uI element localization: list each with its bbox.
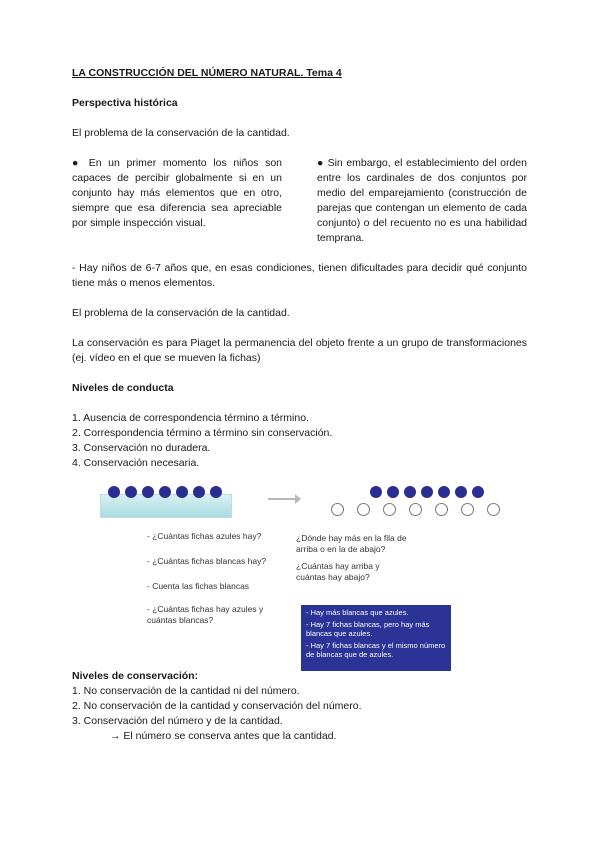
- blue-chip: [142, 486, 154, 498]
- white-chip: [383, 503, 396, 516]
- question-how-many: ¿Cuántas hay arriba y cuántas hay abajo?: [296, 561, 380, 582]
- question-where: ¿Dónde hay más en la fila de arriba o en la de abajo?: [296, 533, 407, 554]
- list-item: 3. Conservación del número y de la cantidad.: [72, 715, 283, 727]
- blue-chip: [193, 486, 205, 498]
- column-right: ● Sin embargo, el establecimiento del orden entre los cardinales de dos conjuntos por medio del emparejamiento (construcción de parejas que contengan un elemento de cada conjunto) o del recuento no es una habilidad temprana.: [317, 157, 527, 244]
- document-page: [72, 66, 527, 744]
- answer-2: - Hay 7 fichas blancas, pero hay más blancas que azules.: [306, 620, 430, 638]
- conduct-levels-list: [72, 411, 527, 471]
- arrow-icon: [268, 498, 296, 500]
- list-item: 1. No conservación de la cantidad ni del número.: [72, 685, 300, 697]
- blue-chip: [159, 486, 171, 498]
- blue-chip: [125, 486, 137, 498]
- paragraph-piaget: La conservación es para Piaget la permanencia del objeto frente a un grupo de transformaciones (ej. vídeo en el que se mueven la fichas): [72, 337, 527, 364]
- question-blue: - ¿Cuántas fichas azules hay?: [147, 531, 262, 541]
- section-heading-conservacion: Niveles de conservación:: [72, 670, 199, 682]
- white-chip: [409, 503, 422, 516]
- conservation-levels-list: [72, 684, 527, 729]
- list-item: 3. Conservación no duradera.: [72, 442, 211, 454]
- question-count: - Cuenta las fichas blancas: [147, 581, 250, 591]
- question-both: - ¿Cuántas fichas hay azules y cuántas blancas?: [147, 604, 264, 625]
- white-chip: [487, 503, 500, 516]
- paragraph-problem-2: El problema de la conservación de la cantidad.: [72, 307, 290, 319]
- blue-chip: [472, 486, 484, 498]
- question-white: - ¿Cuántas fichas blancas hay?: [147, 556, 267, 566]
- blue-chip: [404, 486, 416, 498]
- paragraph-children: - Hay niños de 6-7 años que, en esas condiciones, tienen dificultades para decidir qué conjunto tiene más o menos elementos.: [72, 262, 527, 289]
- white-chip: [461, 503, 474, 516]
- blue-chip: [455, 486, 467, 498]
- document-title: LA CONSTRUCCIÓN DEL NÚMERO NATURAL. Tema 4: [72, 67, 342, 79]
- blue-chip: [210, 486, 222, 498]
- section-heading-perspectiva: Perspectiva histórica: [72, 97, 178, 109]
- two-column-block: [72, 156, 527, 246]
- blue-chip: [370, 486, 382, 498]
- section-heading-conducta: Niveles de conducta: [72, 382, 174, 394]
- blue-chip: [176, 486, 188, 498]
- conclusion: → El número se conserva antes que la cantidad.: [110, 730, 337, 742]
- list-item: 1. Ausencia de correspondencia término a término.: [72, 412, 309, 424]
- answer-3: - Hay 7 fichas blancas y el mismo número de blancas que de azules.: [306, 641, 446, 659]
- answers-box: [301, 605, 451, 671]
- white-chip: [331, 503, 344, 516]
- column-left: ● En un primer momento los niños son capaces de percibir globalmente si en un conjunto hay más elementos que en otro, siempre que esa diferencia sea apreciable por simple inspección visual.: [72, 157, 282, 229]
- blue-chip: [421, 486, 433, 498]
- list-item: 2. Correspondencia término a término sin conservación.: [72, 427, 333, 439]
- answer-1: - Hay más blancas que azules.: [306, 608, 409, 617]
- white-chip: [435, 503, 448, 516]
- blue-chip: [108, 486, 120, 498]
- list-item: 2. No conservación de la cantidad y conservación del número.: [72, 700, 362, 712]
- white-chip: [357, 503, 370, 516]
- paragraph-problem: El problema de la conservación de la cantidad.: [72, 127, 290, 139]
- blue-chip: [438, 486, 450, 498]
- list-item: 4. Conservación necesaria.: [72, 457, 200, 469]
- conservation-figure: [72, 479, 527, 669]
- blue-chip: [387, 486, 399, 498]
